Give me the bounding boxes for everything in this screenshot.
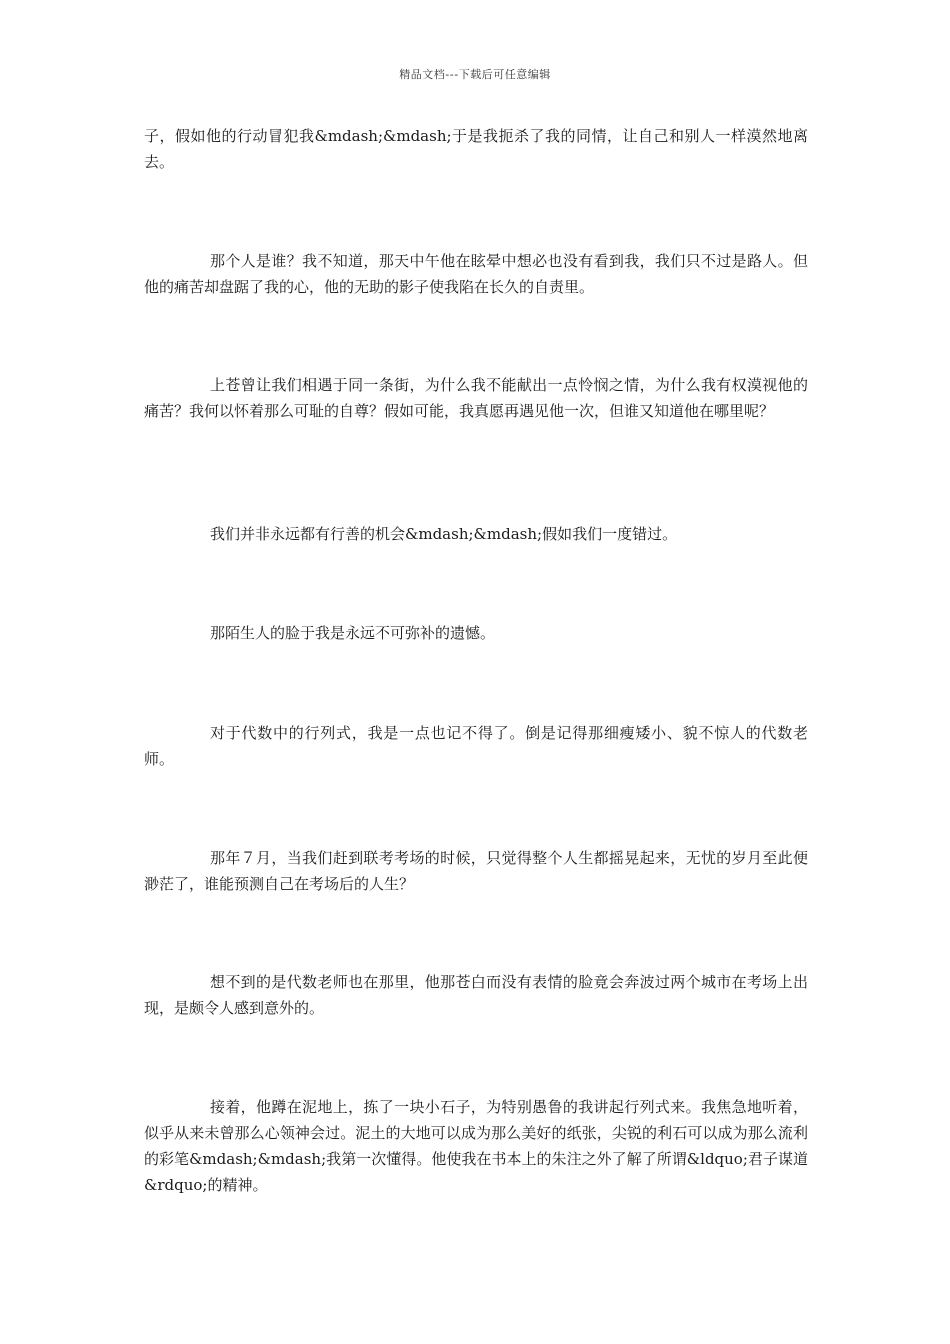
paragraph-9: 接着，他蹲在泥地上，拣了一块小石子，为特别愚鲁的我讲起行列式来。我焦急地听着，似乎从来未曾那么心领神会过。泥土的大地可以成为那么美好的纸张，尖锐的利石可以成为那么流利的彩笔&mdash;&mdash;我第一次懂得。他使我在书本上的朱注之外了解了所谓&ldquo;君子谋道&rdquo;的精神。 <box>144 1098 808 1194</box>
paragraph-8: 想不到的是代数老师也在那里，他那苍白而没有表情的脸竟会奔波过两个城市在考场上出现，是颇令人感到意外的。 <box>144 973 808 1017</box>
paragraph-3: 上苍曾让我们相遇于同一条街，为什么我不能献出一点怜悯之情，为什么我有权漠视他的痛苦？我何以怀着那么可耻的自尊？假如可能，我真愿再遇见他一次，但谁又知道他在哪里呢？ <box>144 376 808 420</box>
paragraph-2: 那个人是谁？我不知道，那天中午他在眩晕中想必也没有看到我，我们只不过是路人。但他的痛苦却盘踞了我的心，他的无助的影子使我陷在长久的自责里。 <box>144 252 808 296</box>
page-header: 精品文档---下载后可任意编辑 <box>399 68 551 81</box>
paragraph-6: 对于代数中的行列式，我是一点也记不得了。倒是记得那细瘦矮小、貌不惊人的代数老师。 <box>144 724 808 768</box>
paragraph-4: 我们并非永远都有行善的机会&mdash;&mdash;假如我们一度错过。 <box>210 525 678 543</box>
paragraph-1: 子，假如他的行动冒犯我&mdash;&mdash;于是我扼杀了我的同情，让自己和别人一样漠然地离去。 <box>144 127 808 171</box>
paragraph-5: 那陌生人的脸于我是永远不可弥补的遗憾。 <box>210 624 496 642</box>
paragraph-7: 那年７月，当我们赶到联考考场的时候，只觉得整个人生都摇晃起来，无忧的岁月至此便渺茫了，谁能预测自己在考场后的人生？ <box>144 849 808 893</box>
